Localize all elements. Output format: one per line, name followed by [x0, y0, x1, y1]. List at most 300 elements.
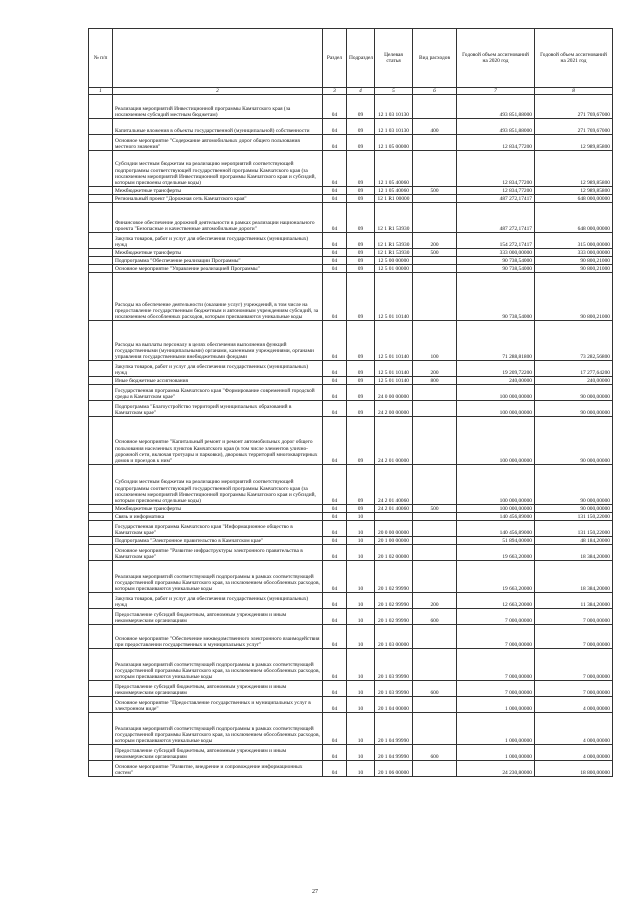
cell-razdel: 04 — [323, 119, 347, 135]
budget-sheet — [88, 28, 612, 777]
cell-razdel: 04 — [323, 361, 347, 377]
column-number: 5 — [375, 88, 413, 95]
page-number: 27 — [312, 889, 318, 895]
cell-num — [89, 609, 113, 625]
cell-y2020: 12 663,20000 — [457, 593, 535, 609]
cell-razdel: 04 — [323, 561, 347, 593]
cell-name: Основное мероприятие "Предоставление государственных и муниципальных услуг в электронном виде" — [113, 697, 323, 713]
cell-csr: 20 0 00 00000 — [375, 521, 413, 537]
cell-name: Реализация мероприятий соответствующей подпрограммы в рамках соответствующей государственной программы Камчатского края, за исключением обособленных расходов, которым присваиваются уникальные коды — [113, 649, 323, 681]
cell-podrazdel: 10 — [347, 681, 375, 697]
cell-y2020: 7 000,00000 — [457, 681, 535, 697]
header-y2021: Годовой объем ассигнований на 2021 год — [535, 29, 613, 88]
table-row — [89, 361, 613, 377]
cell-num — [89, 119, 113, 135]
cell-num — [89, 649, 113, 681]
cell-podrazdel: 10 — [347, 609, 375, 625]
cell-podrazdel: 09 — [347, 361, 375, 377]
cell-vr — [413, 401, 457, 417]
cell-y2020: 1 000,00000 — [457, 697, 535, 713]
cell-y2021: 90 000,00000 — [535, 505, 613, 513]
cell-name: Межбюджетные трансферты — [113, 249, 323, 257]
cell-num — [89, 593, 113, 609]
cell-y2021: 4 000,00000 — [535, 697, 613, 713]
cell-name: Подпрограмма "Электронное правительство в Камчатском крае" — [113, 537, 323, 545]
cell-y2021: 271 769,67000 — [535, 119, 613, 135]
cell-razdel: 04 — [323, 385, 347, 401]
cell-csr: 12 5 01 10140 — [375, 273, 413, 321]
cell-y2021: 12 989,85800 — [535, 135, 613, 151]
cell-vr — [413, 465, 457, 505]
cell-y2020: 140 456,89000 — [457, 521, 535, 537]
cell-podrazdel: 10 — [347, 593, 375, 609]
cell-vr: 600 — [413, 745, 457, 761]
table-row — [89, 233, 613, 249]
cell-podrazdel: 09 — [347, 417, 375, 465]
table-row — [89, 273, 613, 321]
cell-podrazdel: 09 — [347, 95, 375, 119]
cell-csr: 12 1 R1 00000 — [375, 195, 413, 203]
cell-razdel: 04 — [323, 417, 347, 465]
cell-vr — [413, 195, 457, 203]
cell-csr: 24 2 00 00000 — [375, 401, 413, 417]
cell-razdel: 04 — [323, 265, 347, 273]
table-row — [89, 135, 613, 151]
cell-name: Основное мероприятие "Содержание автомобильных дорог общего пользования местного значения" — [113, 135, 323, 151]
cell-vr — [413, 151, 457, 187]
cell-name: Предоставление субсидий бюджетным, автономным учреждениям и иным некоммерческим организациям — [113, 745, 323, 761]
cell-num — [89, 265, 113, 273]
table-row — [89, 151, 613, 187]
cell-vr — [413, 761, 457, 777]
cell-vr — [413, 257, 457, 265]
cell-y2020: 100 000,00000 — [457, 417, 535, 465]
cell-csr: 20 1 02 99990 — [375, 561, 413, 593]
cell-num — [89, 681, 113, 697]
table-row — [89, 187, 613, 195]
cell-y2020: 90 738,54000 — [457, 257, 535, 265]
cell-vr — [413, 265, 457, 273]
cell-y2021: 11 384,20000 — [535, 593, 613, 609]
header-csr: Целевая статья — [375, 29, 413, 88]
header-razdel: Раздел — [323, 29, 347, 88]
cell-podrazdel: 10 — [347, 521, 375, 537]
cell-vr: 400 — [413, 119, 457, 135]
cell-vr: 200 — [413, 593, 457, 609]
cell-vr — [413, 95, 457, 119]
cell-razdel: 04 — [323, 187, 347, 195]
cell-y2020: 1 000,00000 — [457, 745, 535, 761]
cell-num — [89, 273, 113, 321]
cell-y2021: 90 800,21000 — [535, 257, 613, 265]
cell-name: Финансовое обеспечение дорожной деятельности в рамках реализации национального проекта "Безопасные и качественные автомобильные дороги" — [113, 203, 323, 233]
cell-vr — [413, 561, 457, 593]
cell-vr — [413, 545, 457, 561]
cell-y2021: 7 000,00000 — [535, 625, 613, 649]
cell-podrazdel: 09 — [347, 265, 375, 273]
table-row — [89, 697, 613, 713]
cell-razdel: 04 — [323, 233, 347, 249]
cell-vr: 500 — [413, 505, 457, 513]
cell-vr: 500 — [413, 249, 457, 257]
cell-podrazdel: 10 — [347, 561, 375, 593]
cell-vr: 200 — [413, 361, 457, 377]
cell-vr — [413, 203, 457, 233]
cell-num — [89, 521, 113, 537]
cell-csr: 12 5 01 00000 — [375, 265, 413, 273]
cell-csr: 12 1 R1 53930 — [375, 249, 413, 257]
table-body — [89, 95, 613, 777]
cell-num — [89, 95, 113, 119]
cell-y2021: 17 277,64200 — [535, 361, 613, 377]
cell-num — [89, 545, 113, 561]
cell-podrazdel: 09 — [347, 195, 375, 203]
cell-csr: 12 1 05 40060 — [375, 187, 413, 195]
cell-csr: 24 2 01 00000 — [375, 417, 413, 465]
cell-podrazdel: 09 — [347, 321, 375, 361]
cell-razdel: 04 — [323, 257, 347, 265]
budget-table — [88, 28, 613, 777]
cell-csr: 20 1 02 00000 — [375, 545, 413, 561]
cell-podrazdel: 10 — [347, 625, 375, 649]
cell-y2020: 493 851,88000 — [457, 119, 535, 135]
cell-name: Межбюджетные трансферты — [113, 505, 323, 513]
cell-vr: 800 — [413, 377, 457, 385]
cell-podrazdel: 09 — [347, 249, 375, 257]
cell-podrazdel: 10 — [347, 537, 375, 545]
cell-vr: 100 — [413, 321, 457, 361]
cell-y2020: 90 738,54000 — [457, 265, 535, 273]
cell-y2020: 51 894,00000 — [457, 537, 535, 545]
cell-num — [89, 561, 113, 593]
cell-num — [89, 505, 113, 513]
cell-y2021: 90 800,21000 — [535, 273, 613, 321]
cell-name: Государственная программа Камчатского края "Информационное общество в Камчатском крае" — [113, 521, 323, 537]
cell-vr — [413, 625, 457, 649]
cell-y2021: 7 000,00000 — [535, 609, 613, 625]
cell-y2020: 19 209,72200 — [457, 361, 535, 377]
cell-csr: 24 2 01 40060 — [375, 505, 413, 513]
cell-name: Межбюджетные трансферты — [113, 187, 323, 195]
cell-num — [89, 401, 113, 417]
cell-y2021: 4 000,00000 — [535, 745, 613, 761]
table-row — [89, 713, 613, 745]
cell-podrazdel: 09 — [347, 401, 375, 417]
cell-podrazdel: 09 — [347, 465, 375, 505]
cell-y2021: 131 150,22000 — [535, 521, 613, 537]
cell-y2020: 7 000,00000 — [457, 609, 535, 625]
cell-razdel: 04 — [323, 609, 347, 625]
cell-podrazdel: 10 — [347, 713, 375, 745]
cell-name: Реализация мероприятий соответствующей подпрограммы в рамках соответствующей государственной программы Камчатского края, за исключением обособленных расходов, которым присваиваются уникальные коды — [113, 713, 323, 745]
cell-y2020: 333 000,00000 — [457, 249, 535, 257]
table-row — [89, 649, 613, 681]
table-row — [89, 761, 613, 777]
cell-razdel: 04 — [323, 521, 347, 537]
cell-y2020: 7 000,00000 — [457, 625, 535, 649]
cell-podrazdel: 09 — [347, 233, 375, 249]
cell-name: Региональный проект "Дорожная сеть Камчатского края" — [113, 195, 323, 203]
column-number: 2 — [113, 88, 323, 95]
cell-razdel: 04 — [323, 697, 347, 713]
cell-y2021: 333 000,00000 — [535, 249, 613, 257]
cell-num — [89, 135, 113, 151]
cell-podrazdel: 10 — [347, 745, 375, 761]
cell-csr: 12 1 03 10130 — [375, 119, 413, 135]
cell-name: Основное мероприятие "Капитальный ремонт и ремонт автомобильных дорог общего пользования населенных пунктов Камчатского края (в том числе элементов улично-дорожной сети, включая тротуары и парковки), дворовых территорий многоквартирных домов и проездов к ним" — [113, 417, 323, 465]
cell-y2021: 90 000,00000 — [535, 465, 613, 505]
cell-podrazdel: 09 — [347, 505, 375, 513]
cell-y2021: 4 000,00000 — [535, 713, 613, 745]
cell-csr: 12 1 03 10130 — [375, 95, 413, 119]
cell-csr: 20 1 03 99990 — [375, 681, 413, 697]
table-row — [89, 681, 613, 697]
cell-y2020: 19 663,20000 — [457, 561, 535, 593]
cell-vr: 600 — [413, 609, 457, 625]
cell-podrazdel: 10 — [347, 649, 375, 681]
cell-name: Предоставление субсидий бюджетным, автономным учреждениям и иным некоммерческим организациям — [113, 609, 323, 625]
cell-podrazdel: 10 — [347, 697, 375, 713]
column-number: 8 — [535, 88, 613, 95]
cell-vr — [413, 521, 457, 537]
cell-num — [89, 465, 113, 505]
cell-name: Субсидии местным бюджетам на реализацию мероприятий соответствующей подпрограммы соответствующей государственной программы Камчатского края (за исключением мероприятий Инвестиционной программы Камчатского края и субсидий, которым присвоены отдельные коды) — [113, 151, 323, 187]
cell-vr — [413, 417, 457, 465]
cell-razdel: 04 — [323, 249, 347, 257]
cell-y2020: 100 000,00000 — [457, 505, 535, 513]
cell-num — [89, 377, 113, 385]
cell-y2020: 140 456,89000 — [457, 513, 535, 521]
cell-podrazdel: 09 — [347, 273, 375, 321]
cell-razdel: 04 — [323, 649, 347, 681]
cell-y2021: 18 384,20000 — [535, 561, 613, 593]
table-row — [89, 257, 613, 265]
cell-y2020: 487 272,17417 — [457, 195, 535, 203]
cell-razdel: 04 — [323, 195, 347, 203]
cell-csr: 20 1 04 99990 — [375, 745, 413, 761]
cell-y2020: 19 663,20000 — [457, 545, 535, 561]
cell-csr: 12 5 01 10140 — [375, 321, 413, 361]
cell-csr: 20 1 06 00000 — [375, 761, 413, 777]
table-row — [89, 625, 613, 649]
table-row — [89, 513, 613, 521]
cell-csr: 12 5 01 10140 — [375, 377, 413, 385]
cell-y2020: 12 834,77200 — [457, 151, 535, 187]
cell-vr — [413, 273, 457, 321]
cell-csr: 20 1 03 00000 — [375, 625, 413, 649]
cell-razdel: 04 — [323, 203, 347, 233]
cell-razdel: 04 — [323, 465, 347, 505]
table-row — [89, 521, 613, 537]
cell-y2021: 90 000,00000 — [535, 401, 613, 417]
cell-name: Предоставление субсидий бюджетным, автономным учреждениям и иным некоммерческим организациям — [113, 681, 323, 697]
cell-csr: 12 1 R1 53930 — [375, 233, 413, 249]
cell-y2020: 24 230,80000 — [457, 761, 535, 777]
cell-csr: 12 1 R1 53930 — [375, 203, 413, 233]
cell-num — [89, 697, 113, 713]
cell-podrazdel: 09 — [347, 151, 375, 187]
header-vr: Вид расходов — [413, 29, 457, 88]
cell-name: Связь и информатика — [113, 513, 323, 521]
cell-razdel: 04 — [323, 745, 347, 761]
table-row — [89, 505, 613, 513]
column-number: 1 — [89, 88, 113, 95]
cell-vr — [413, 537, 457, 545]
column-number: 6 — [413, 88, 457, 95]
cell-name: Основное мероприятие "Обеспечение межведомственного электронного взаимодействия при предоставлении государственных и муниципальных услуг" — [113, 625, 323, 649]
cell-name: Подпрограмма "Благоустройство территорий муниципальных образований в Камчатском крае" — [113, 401, 323, 417]
cell-y2021: 7 000,00000 — [535, 649, 613, 681]
table-row — [89, 195, 613, 203]
cell-razdel: 04 — [323, 151, 347, 187]
cell-y2020: 100 000,00000 — [457, 385, 535, 401]
cell-y2020: 100 000,00000 — [457, 401, 535, 417]
cell-razdel: 04 — [323, 505, 347, 513]
cell-podrazdel: 09 — [347, 203, 375, 233]
cell-podrazdel: 09 — [347, 119, 375, 135]
column-number: 4 — [347, 88, 375, 95]
cell-y2020: 493 851,88000 — [457, 95, 535, 119]
cell-podrazdel: 09 — [347, 377, 375, 385]
cell-name: Реализация мероприятий Инвестиционной программы Камчатского края (за исключением субсидий местным бюджетам) — [113, 95, 323, 119]
cell-y2020: 100 000,00000 — [457, 465, 535, 505]
table-row — [89, 265, 613, 273]
cell-num — [89, 513, 113, 521]
cell-podrazdel: 09 — [347, 135, 375, 151]
cell-y2021: 648 000,00000 — [535, 195, 613, 203]
table-row — [89, 95, 613, 119]
cell-y2020: 7 000,00000 — [457, 649, 535, 681]
cell-csr: 20 1 04 99990 — [375, 713, 413, 745]
cell-num — [89, 713, 113, 745]
cell-y2020: 1 000,00000 — [457, 713, 535, 745]
cell-vr — [413, 513, 457, 521]
cell-razdel: 04 — [323, 513, 347, 521]
cell-podrazdel: 10 — [347, 545, 375, 561]
cell-vr: 200 — [413, 233, 457, 249]
cell-num — [89, 417, 113, 465]
cell-csr: 20 1 02 99990 — [375, 593, 413, 609]
cell-podrazdel: 10 — [347, 513, 375, 521]
cell-y2021: 90 800,21000 — [535, 265, 613, 273]
cell-name: Закупка товаров, работ и услуг для обеспечения государственных (муниципальных) нужд — [113, 593, 323, 609]
header-num: № п/п — [89, 29, 113, 88]
cell-num — [89, 151, 113, 187]
cell-vr — [413, 649, 457, 681]
header-podrazdel: Подраздел — [347, 29, 375, 88]
cell-y2021: 7 000,00000 — [535, 681, 613, 697]
cell-y2021: 12 989,85800 — [535, 151, 613, 187]
cell-csr: 20 1 00 00000 — [375, 537, 413, 545]
cell-num — [89, 257, 113, 265]
cell-num — [89, 385, 113, 401]
table-row — [89, 593, 613, 609]
column-number: 7 — [457, 88, 535, 95]
cell-csr: 24 2 01 40060 — [375, 465, 413, 505]
cell-y2021: 648 000,00000 — [535, 203, 613, 233]
cell-razdel: 04 — [323, 593, 347, 609]
cell-csr: 12 1 05 00000 — [375, 135, 413, 151]
cell-name: Субсидии местным бюджетам на реализацию мероприятий соответствующей подпрограммы соответствующей государственной программы Камчатского края (за исключением мероприятий Инвестиционной программы Камчатского края и субсидий, которым присвоены отдельные коды) — [113, 465, 323, 505]
cell-csr: 12 1 05 40060 — [375, 151, 413, 187]
column-number-row — [89, 88, 613, 95]
cell-vr — [413, 697, 457, 713]
cell-num — [89, 233, 113, 249]
cell-csr: 12 5 01 10140 — [375, 361, 413, 377]
cell-name: Расходы на выплаты персоналу в целях обеспечения выполнения функций государственными (муниципальными) органами, казенными учреждениями, органами управления государственными внебюджетными фондами — [113, 321, 323, 361]
cell-razdel: 04 — [323, 545, 347, 561]
cell-num — [89, 745, 113, 761]
cell-name: Государственная программа Камчатского края "Формирование современной городской среды в Камчатском крае" — [113, 385, 323, 401]
table-row — [89, 119, 613, 135]
cell-razdel: 04 — [323, 401, 347, 417]
cell-csr: 24 0 00 00000 — [375, 385, 413, 401]
cell-y2021: 73 282,56800 — [535, 321, 613, 361]
cell-razdel: 04 — [323, 681, 347, 697]
cell-csr: 20 1 02 99990 — [375, 609, 413, 625]
cell-csr — [375, 513, 413, 521]
cell-razdel: 04 — [323, 537, 347, 545]
cell-y2021: 131 150,22000 — [535, 513, 613, 521]
table-row — [89, 377, 613, 385]
cell-num — [89, 187, 113, 195]
table-row — [89, 745, 613, 761]
cell-name: Основное мероприятие "Развитие инфраструктуры электронного правительства в Камчатском крае" — [113, 545, 323, 561]
table-row — [89, 321, 613, 361]
cell-num — [89, 761, 113, 777]
cell-csr: 12 5 00 00000 — [375, 257, 413, 265]
cell-num — [89, 625, 113, 649]
cell-num — [89, 321, 113, 361]
table-row — [89, 417, 613, 465]
cell-y2020: 154 272,17417 — [457, 233, 535, 249]
cell-y2021: 90 000,00000 — [535, 417, 613, 465]
cell-razdel: 04 — [323, 761, 347, 777]
cell-vr — [413, 385, 457, 401]
cell-csr: 20 1 03 99990 — [375, 649, 413, 681]
cell-razdel: 04 — [323, 95, 347, 119]
cell-y2021: 48 184,20000 — [535, 537, 613, 545]
cell-num — [89, 195, 113, 203]
cell-name: Закупка товаров, работ и услуг для обеспечения государственных (муниципальных) нужд — [113, 361, 323, 377]
cell-y2021: 90 000,00000 — [535, 385, 613, 401]
cell-y2021: 271 769,67000 — [535, 95, 613, 119]
cell-y2020: 240,00000 — [457, 377, 535, 385]
cell-y2020: 12 834,77200 — [457, 187, 535, 195]
cell-razdel: 04 — [323, 713, 347, 745]
cell-y2020: 71 288,81800 — [457, 321, 535, 361]
cell-podrazdel: 09 — [347, 257, 375, 265]
cell-y2021: 240,00000 — [535, 377, 613, 385]
table-row — [89, 561, 613, 593]
cell-razdel: 04 — [323, 625, 347, 649]
table-row — [89, 545, 613, 561]
cell-razdel: 04 — [323, 273, 347, 321]
table-row — [89, 249, 613, 257]
cell-razdel: 04 — [323, 135, 347, 151]
cell-num — [89, 537, 113, 545]
cell-y2021: 12 989,85800 — [535, 187, 613, 195]
cell-num — [89, 203, 113, 233]
cell-podrazdel: 09 — [347, 385, 375, 401]
table-row — [89, 401, 613, 417]
cell-y2021: 18 800,00000 — [535, 761, 613, 777]
column-number: 3 — [323, 88, 347, 95]
header-row — [89, 29, 613, 88]
table-row — [89, 465, 613, 505]
cell-num — [89, 361, 113, 377]
cell-podrazdel: 10 — [347, 761, 375, 777]
